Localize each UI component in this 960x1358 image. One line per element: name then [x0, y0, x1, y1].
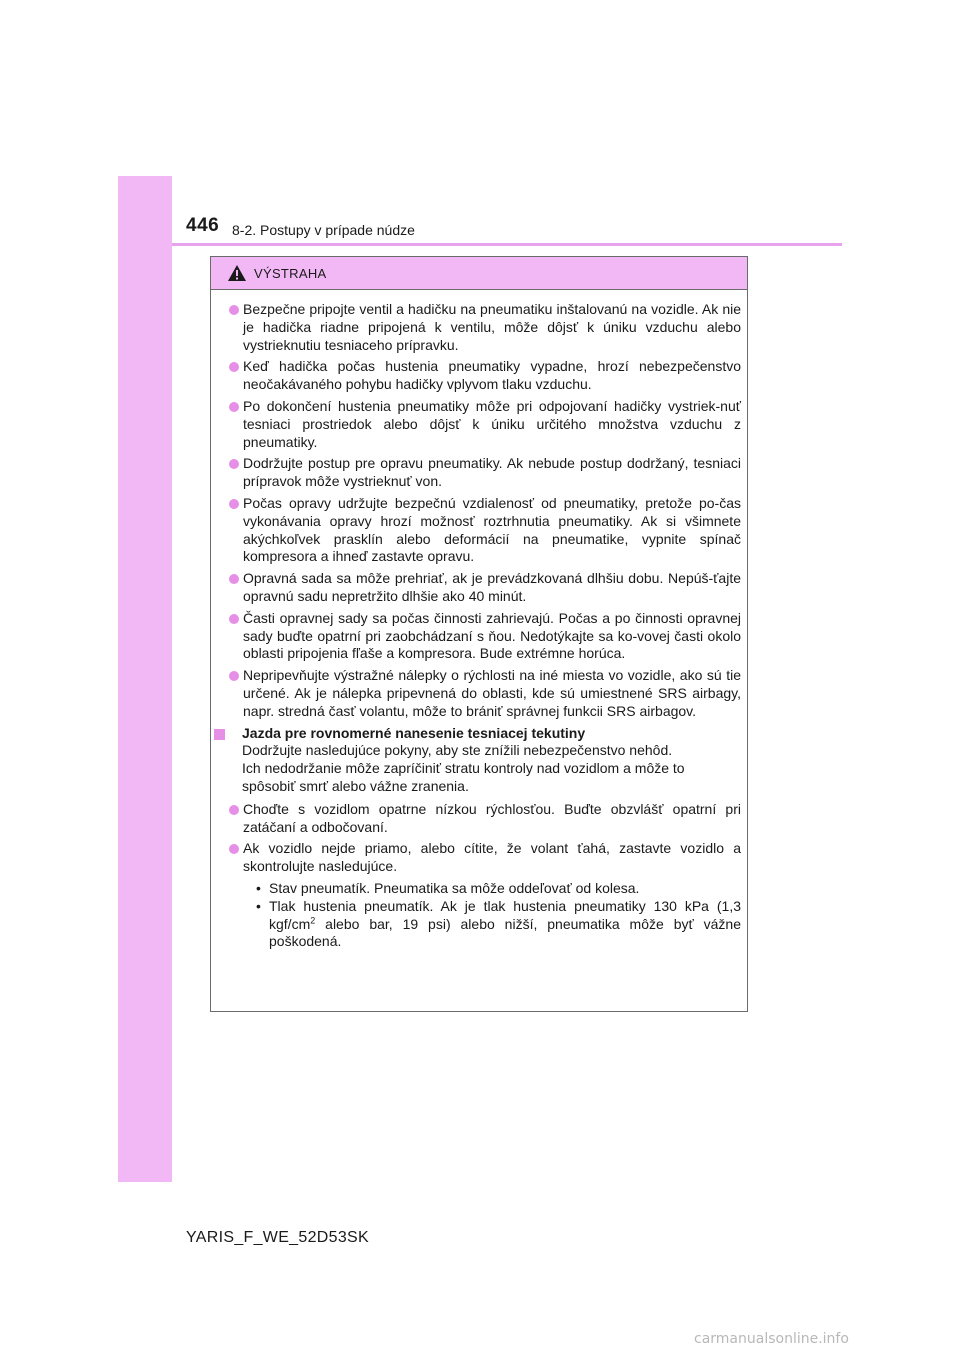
driving-subsection: [229, 725, 741, 952]
warning-bullet: Po dokončení hustenia pneumatiky môže pri odpojovaní hadičky vystriek-nuť tesniaci prostriedok alebo dôjsť k úniku určitého množstva vzduchu z pneumatiky.: [229, 398, 741, 451]
warning-header: [211, 257, 747, 290]
warning-box: [210, 256, 748, 1012]
bullet-dot-icon: [229, 614, 239, 624]
warning-bullet: Keď hadička počas hustenia pneumatiky vypadne, hrozí nebezpečenstvo neočakávaného pohybu hadičky vplyvom tlaku vzduchu.: [229, 358, 741, 394]
header-divider: [172, 243, 842, 246]
page-number: 446: [186, 215, 220, 236]
intro-line: Dodržujte nasledujúce pokyny, aby ste znížili nebezpečenstvo nehôd.: [242, 742, 673, 759]
square-bullet-icon: [214, 729, 225, 740]
warning-bullet: Časti opravnej sady sa počas činnosti zahrievajú. Počas a po činnosti opravnej sady buďte opatrní pri zaobchádzaní s ňou. Nedotýkajte sa ko-vovej časti okolo oblasti pripojenia fľaše a kompresora. Bude extrémne horúca.: [229, 610, 741, 663]
bullet-dot-icon: [229, 362, 239, 372]
warning-title: VÝSTRAHA: [254, 265, 327, 281]
bullet-dot-icon: [229, 844, 239, 854]
bullet-dot-icon: [229, 671, 239, 681]
warning-bullet: Dodržujte postup pre opravu pneumatiky. Ak nebude postup dodržaný, tesniaci prípravok môže vystrieknuť von.: [229, 455, 741, 491]
bullet-dot-icon: [229, 459, 239, 469]
warning-bullet: Opravná sada sa môže prehriať, ak je prevádzkovaná dlhšiu dobu. Nepúš-ťajte opravnú sadu nepretržito dlhšie ako 40 minút.: [229, 570, 741, 606]
bullet-dot-icon: [229, 574, 239, 584]
dot-marker: •: [256, 879, 261, 896]
document-code: YARIS_F_WE_52D53SK: [186, 1229, 369, 1246]
check-list-item: • Stav pneumatík. Pneumatika sa môže oddeľovať od kolesa.: [256, 879, 640, 896]
intro-line: Ich nedodržanie môže zapríčiniť stratu kontroly nad vozidlom a môže to spôsobiť smrť alebo vážne zranenia.: [242, 760, 685, 794]
warning-body: [211, 290, 747, 951]
bullet-dot-icon: [229, 402, 239, 412]
subsection-intro: [229, 742, 741, 795]
bullet-dot-icon: [229, 305, 239, 315]
check-list: [243, 880, 741, 951]
driving-bullet: Choďte s vozidlom opatrne nízkou rýchlosťou. Buďte obzvlášť opatrní pri zatáčaní a odbočovaní.: [229, 801, 741, 837]
warning-triangle-icon: [227, 264, 247, 282]
bullet-dot-icon: [229, 805, 239, 815]
bullet-dot-icon: [229, 499, 239, 509]
warning-bullet: Nepripevňujte výstražné nálepky o rýchlosti na iné miesta vo vozidle, ako sú tie určené. Ak je nálepka pripevnená do oblasti, kde sú umiestnené SRS airbagy, napr. stredná časť volantu, môže to brániť správnej funkcii SRS airbagov.: [229, 667, 741, 720]
dot-marker: •: [256, 897, 261, 914]
subsection-heading: Jazda pre rovnomerné nanesenie tesniacej tekutiny: [229, 725, 741, 743]
check-list-item: • Tlak hustenia pneumatík. Ak je tlak hustenia pneumatiky 130 kPa (1,3 kgf/$cm^2$ alebo bar, 19 psi) alebo nižší, pneumatika môže byť vážne poškodená.: [256, 897, 741, 950]
warning-bullet: Počas opravy udržujte bezpečnú vzdialenosť od pneumatiky, pretože po-čas vykonávania opravy hrozí možnosť roztrhnutia pneumatiky. Ak si všimnete akýchkoľvek prasklín alebo deformácií na pneumatike, vypnite spínač kompresora a ihneď zastavte opravu.: [229, 495, 741, 566]
driving-bullet: Ak vozidlo nejde priamo, alebo cítite, že volant ťahá, zastavte vozidlo a skontrolujte nasledujúce. • Stav pneumatík. Pneumatika sa môže oddeľovať od kolesa. • Tlak hustenia pneumatík. Ak je tlak hustenia pneumatiky 130 kPa (1,3 kgf/$cm^2$ alebo bar, 19 psi) alebo nižší, pneumatika môže byť vážne poškodená.: [229, 840, 741, 951]
chapter-sidebar-tab: [118, 176, 172, 1182]
section-title: 8-2. Postupy v prípade núdze: [232, 222, 415, 238]
warning-bullet: Bezpečne pripojte ventil a hadičku na pneumatiku inštalovanú na vozidle. Ak nie je hadička riadne pripojená k ventilu, môže dôjsť k úniku vzduchu alebo vystrieknutiu tesniaceho prípravku.: [229, 301, 741, 354]
superscript: 2: [310, 914, 316, 925]
watermark: carmanualsonline.info: [694, 1331, 849, 1347]
